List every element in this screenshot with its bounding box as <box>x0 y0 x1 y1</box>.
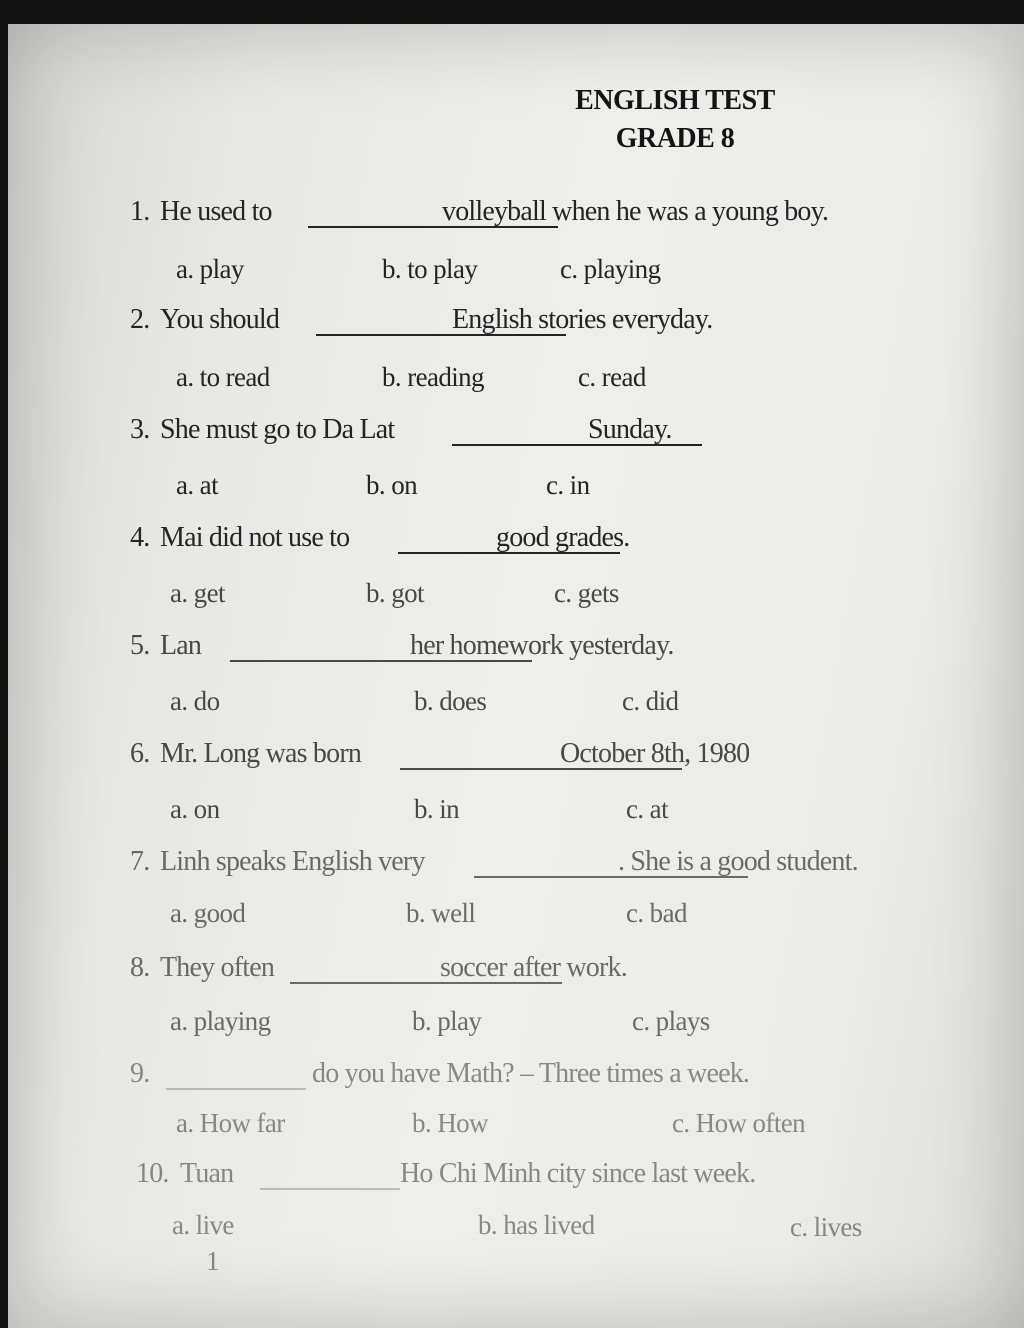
option-b: b. well <box>406 898 476 928</box>
question-text-after: do you have Math? – Three times a week. <box>312 1058 750 1089</box>
option-a: a. play <box>176 254 244 284</box>
question-text-before: He used to <box>160 196 272 227</box>
question-text-after: her homework yesterday. <box>410 630 674 661</box>
question-text-after: . She is a good student. <box>618 846 858 877</box>
question-text-after: English stories everyday. <box>452 304 713 335</box>
option-c: c. read <box>578 362 646 392</box>
question-number: 3. <box>130 414 150 445</box>
option-a: a. good <box>170 898 246 928</box>
question-text-before: They often <box>160 952 275 983</box>
option-c: c. did <box>622 686 679 716</box>
question-text-before: Lan <box>160 630 202 661</box>
answer-blank <box>166 1088 306 1090</box>
option-a: a. to read <box>176 362 270 392</box>
test-heading <box>540 82 810 158</box>
question-number: 10. <box>136 1158 169 1189</box>
question-number: 6. <box>130 738 150 769</box>
option-b: b. on <box>366 470 418 500</box>
question-number: 1. <box>130 196 150 227</box>
option-b: b. How <box>412 1108 488 1138</box>
test-grade: GRADE 8 <box>615 123 735 154</box>
option-b: b. play <box>412 1006 482 1036</box>
option-b: b. to play <box>382 254 478 284</box>
option-c: c. lives <box>790 1212 862 1242</box>
option-a: a. How far <box>176 1108 285 1138</box>
answer-blank <box>260 1188 400 1190</box>
option-c: c. gets <box>554 578 619 608</box>
question-number: 2. <box>130 304 150 335</box>
question-text-after: volleyball when he was a young boy. <box>442 196 829 227</box>
question-text-after: good grades. <box>496 522 630 553</box>
question-text-after: Ho Chi Minh city since last week. <box>400 1158 756 1189</box>
question-text-before: Mai did not use to <box>160 522 350 553</box>
question-text-before: Mr. Long was born <box>160 738 362 769</box>
option-a: a. at <box>176 470 218 500</box>
option-a: a. playing <box>170 1006 271 1036</box>
option-c: c. in <box>546 470 590 500</box>
option-c: c. playing <box>560 254 661 284</box>
page-number: 1 <box>206 1246 219 1276</box>
option-b: b. does <box>414 686 487 716</box>
question-text-before: She must go to Da Lat <box>160 414 395 445</box>
question-text-before: Linh speaks English very <box>160 846 425 877</box>
option-b: b. in <box>414 794 460 824</box>
option-b: b. reading <box>382 362 484 392</box>
option-a: a. do <box>170 686 220 716</box>
option-a: a. on <box>170 794 220 824</box>
option-b: b. has lived <box>478 1210 595 1240</box>
question-number: 4. <box>130 522 150 553</box>
question-text-after: Sunday. <box>588 414 672 445</box>
question-text-before: You should <box>160 304 280 335</box>
question-number: 7. <box>130 846 150 877</box>
option-c: c. at <box>626 794 668 824</box>
option-c: c. plays <box>632 1006 710 1036</box>
question-number: 5. <box>130 630 150 661</box>
option-c: c. How often <box>672 1108 806 1138</box>
question-number: 8. <box>130 952 150 983</box>
question-text-after: October 8th, 1980 <box>560 738 750 769</box>
question-text-before: Tuan <box>180 1158 234 1189</box>
option-a: a. get <box>170 578 225 608</box>
question-number: 9. <box>130 1058 150 1089</box>
option-a: a. live <box>172 1210 234 1240</box>
option-b: b. got <box>366 578 424 608</box>
question-text-after: soccer after work. <box>440 952 627 983</box>
test-title: ENGLISH TEST <box>575 85 775 116</box>
option-c: c. bad <box>626 898 687 928</box>
